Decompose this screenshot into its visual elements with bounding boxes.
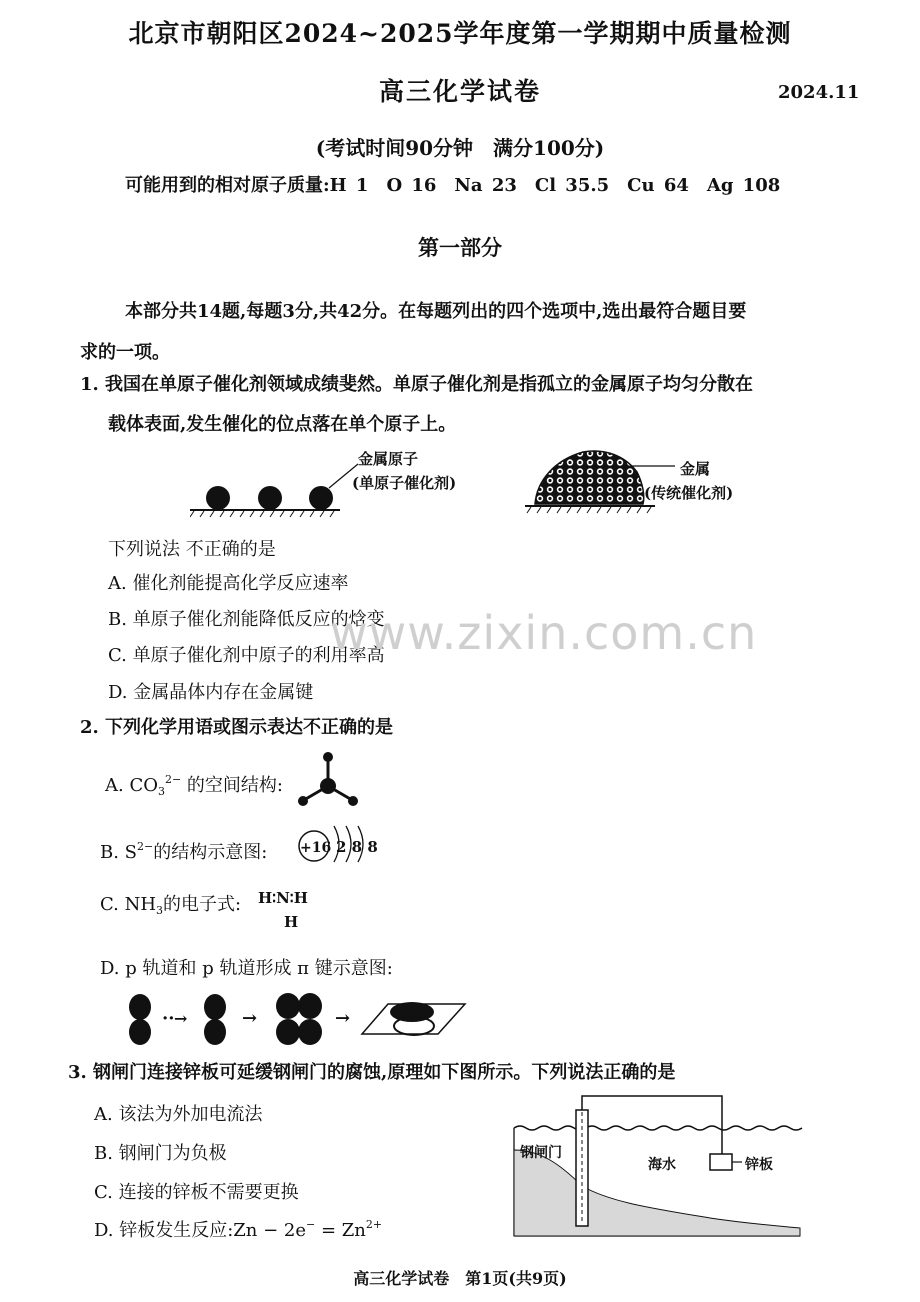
q2-opt-c-sub: 3 <box>156 904 164 917</box>
p-orbital-1 <box>129 994 151 1045</box>
q2-opt-b-prefix: B. S <box>100 842 138 863</box>
q2-opt-b-sup: 2− <box>137 840 154 853</box>
part-instructions-line1: 本部分共14题,每题3分,共42分。在每题列出的四个选项中,选出最符合题目要 <box>125 301 747 322</box>
nh3-bottom-h: H <box>284 913 299 931</box>
connecting-wire <box>582 1096 722 1158</box>
q2-option-a <box>105 771 283 798</box>
fig-right-label1: 金属 <box>680 460 711 478</box>
q2-opt-c-suffix: 的电子式: <box>163 894 242 915</box>
seawater-label: 海水 <box>648 1157 676 1173</box>
subject-title: 高三化学试卷 <box>378 77 541 106</box>
p-orbitals-overlap <box>276 993 322 1045</box>
q2-stem: 2. 下列化学用语或图示表达不正确的是 <box>80 717 394 738</box>
q1-option-b: B. 单原子催化剂能降低反应的焓变 <box>108 609 385 630</box>
metal-atom <box>206 486 230 510</box>
fig-right-label2: (传统催化剂) <box>644 484 734 502</box>
q3-opt-d-sup1: − <box>306 1218 316 1231</box>
q3-option-c: C. 连接的锌板不需要更换 <box>94 1182 299 1203</box>
traditional-catalyst-figure <box>525 440 685 520</box>
zinc-label: 锌板 <box>745 1157 773 1173</box>
pi-bond-diagram <box>120 990 470 1050</box>
svg-text:··: ·· <box>162 1008 175 1029</box>
q3-option-d <box>94 1216 382 1242</box>
zinc-plate <box>710 1154 732 1170</box>
q1-text-line1: 1. 我国在单原子催化剂领域成绩斐然。单原子催化剂是指孤立的金属原子均匀分散在 <box>80 374 754 395</box>
metal-atom <box>309 486 333 510</box>
q2-opt-b-suffix: 的结构示意图: <box>153 842 268 863</box>
single-atom-catalyst-figure <box>190 450 360 522</box>
surface-hatching <box>527 507 651 513</box>
fig-left-label2: (单原子催化剂) <box>352 474 457 492</box>
q3-option-b: B. 钢闸门为负极 <box>94 1143 227 1164</box>
q3-option-a: A. 该法为外加电流法 <box>94 1104 263 1125</box>
q3-opt-d-prefix: D. 锌板发生反应:Zn − 2e <box>94 1220 307 1241</box>
q1-option-c: C. 单原子催化剂中原子的利用率高 <box>108 645 385 666</box>
part-instructions-line2: 求的一项。 <box>80 342 170 363</box>
q1-option-d: D. 金属晶体内存在金属键 <box>108 682 314 703</box>
svg-text:→: → <box>335 1008 351 1029</box>
q3-opt-d-sup2: 2+ <box>365 1218 383 1231</box>
fig-left-label1: 金属原子 <box>358 450 419 468</box>
trigonal-planar-structure <box>296 750 366 812</box>
nucleus-charge: +16 <box>300 840 332 856</box>
q2-option-c <box>100 890 241 917</box>
exam-title: 北京市朝阳区2024~2025学年度第一学期期中质量检测 <box>128 19 792 48</box>
exam-date: 2024.11 <box>778 82 860 103</box>
q2-opt-a-sub: 3 <box>157 785 165 798</box>
svg-text:→: → <box>242 1008 258 1029</box>
surface-hatching <box>190 511 334 517</box>
q3-stem: 3. 钢闸门连接锌板可延缓钢闸门的腐蚀,原理如下图所示。下列说法正确的是 <box>68 1062 676 1083</box>
watermark: www.zixin.com.cn <box>330 606 758 660</box>
exam-duration: (考试时间90分钟 满分100分) <box>315 136 605 160</box>
outer-atom <box>323 752 333 762</box>
outer-atom <box>348 796 358 806</box>
metal-atom <box>258 486 282 510</box>
outer-atom <box>298 796 308 806</box>
shell-electrons: 2 8 8 <box>336 838 378 856</box>
q2-opt-c-prefix: C. NH <box>100 894 157 915</box>
page-footer: 高三化学试卷 第1页(共9页) <box>353 1269 567 1288</box>
water-surface <box>514 1126 802 1130</box>
central-atom <box>320 778 336 794</box>
q2-opt-a-sup: 2− <box>164 773 182 786</box>
q3-opt-d-mid: = Zn <box>315 1220 366 1241</box>
q2-option-b <box>100 838 267 864</box>
svg-text:→: → <box>174 1009 188 1028</box>
pi-bond-result <box>362 1002 465 1035</box>
atomic-masses: 可能用到的相对原子质量:H 1 O 16 Na 23 Cl 35.5 Cu 64 Ag 108 <box>125 175 781 196</box>
q2-opt-a-prefix: A. CO <box>105 775 158 796</box>
nh3-electron-formula: H∶N∶H <box>258 889 308 907</box>
p-orbital-2 <box>204 994 226 1045</box>
gate-label: 钢闸门 <box>520 1145 562 1161</box>
q2-opt-a-suffix: 的空间结构: <box>181 775 283 796</box>
part-title: 第一部分 <box>418 235 502 260</box>
q1-option-a: A. 催化剂能提高化学反应速率 <box>108 573 349 594</box>
q1-text-line2: 载体表面,发生催化的位点落在单个原子上。 <box>108 414 457 435</box>
metal-cluster <box>535 451 644 504</box>
q2-option-d: D. p 轨道和 p 轨道形成 π 键示意图: <box>100 958 393 979</box>
q1-stem: 下列说法 不正确的是 <box>108 539 276 560</box>
